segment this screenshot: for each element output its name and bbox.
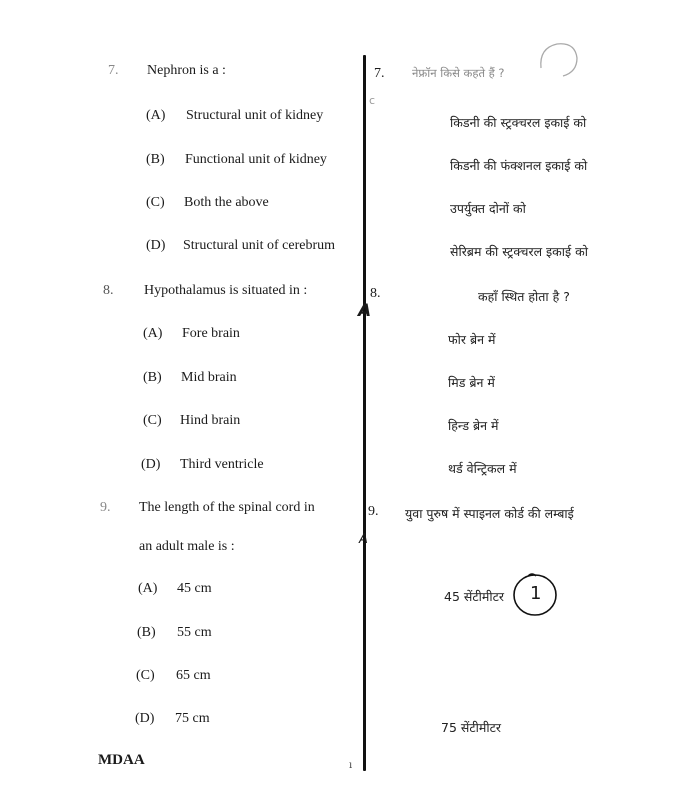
option-text-hi: किडनी की फंक्शनल इकाई को xyxy=(450,158,588,173)
option-key: (B) xyxy=(146,152,165,167)
question-9-hi: युवा पुरुष में स्पाइनल कोर्ड की लम्बाई xyxy=(405,506,574,521)
option-text-hi: हिन्ड ब्रेन में xyxy=(448,418,499,433)
option-text-hi: उपर्युक्त दोनों को xyxy=(450,201,526,216)
option-key: (A) xyxy=(143,326,163,341)
option-text-hi: मिड ब्रेन में xyxy=(448,375,495,390)
question-number-9-en: 9. xyxy=(100,500,111,515)
circled-answer-number: 1 xyxy=(530,583,542,604)
option-key: (A) xyxy=(146,108,166,123)
option-text-hi: फोर ब्रेन में xyxy=(448,332,496,347)
question-number-8-hi: 8. xyxy=(370,286,381,301)
question-7-en: Nephron is a : xyxy=(147,63,226,78)
option-text: 45 cm xyxy=(177,581,212,596)
option-key: (D) xyxy=(146,238,166,253)
question-number-7-en: 7. xyxy=(108,63,119,78)
option-text: 65 cm xyxy=(176,668,211,683)
option-text: Structural unit of kidney xyxy=(186,108,324,123)
option-text-hi: 75 सेंटीमीटर xyxy=(441,720,501,735)
handwritten-answer-mark-8: A xyxy=(358,301,372,321)
question-7-hi: नेफ्रॉन किसे कहते हैं ? xyxy=(412,66,505,80)
question-8-hi: कहाँ स्थित होता है ? xyxy=(478,289,570,304)
option-text: Structural unit of cerebrum xyxy=(183,238,336,253)
paper-code: MDAA xyxy=(98,752,145,768)
option-text: 55 cm xyxy=(177,625,212,640)
footer-mark-icon: ı xyxy=(349,760,353,771)
option-text-hi: किडनी की स्ट्रक्चरल इकाई को xyxy=(450,115,587,130)
question-number-8-en: 8. xyxy=(103,283,114,298)
option-text: Third ventricle xyxy=(180,457,264,472)
scribble-circle-icon xyxy=(535,40,581,80)
handwritten-answer-mark-9: A xyxy=(359,532,368,547)
option-key: (D) xyxy=(141,457,161,472)
option-key: (B) xyxy=(143,370,162,385)
option-key: (C) xyxy=(136,668,155,683)
option-text: 75 cm xyxy=(175,711,210,726)
question-number-9-hi: 9. xyxy=(368,504,379,519)
option-key: (C) xyxy=(143,413,162,428)
option-text: Hind brain xyxy=(180,413,241,428)
question-8-en: Hypothalamus is situated in : xyxy=(144,283,308,298)
option-key: (B) xyxy=(137,625,156,640)
option-text-hi: 45 सेंटीमीटर xyxy=(444,589,504,604)
option-text: Functional unit of kidney xyxy=(185,152,327,167)
option-key: (C) xyxy=(146,195,165,210)
column-divider xyxy=(363,55,366,771)
option-text: Mid brain xyxy=(181,370,237,385)
option-text: Fore brain xyxy=(182,326,240,341)
margin-mark-c: c xyxy=(369,94,376,107)
option-text: Both the above xyxy=(184,195,269,210)
option-text-hi: थर्ड वेन्ट्रिकल में xyxy=(448,461,517,476)
option-key: (A) xyxy=(138,581,158,596)
option-text-hi: सेरिब्रम की स्ट्रक्चरल इकाई को xyxy=(450,244,588,259)
option-key: (D) xyxy=(135,711,155,726)
question-9-line1-en: The length of the spinal cord in xyxy=(139,500,315,515)
question-9-line2-en: an adult male is : xyxy=(139,539,235,554)
question-number-7-hi: 7. xyxy=(374,66,385,81)
